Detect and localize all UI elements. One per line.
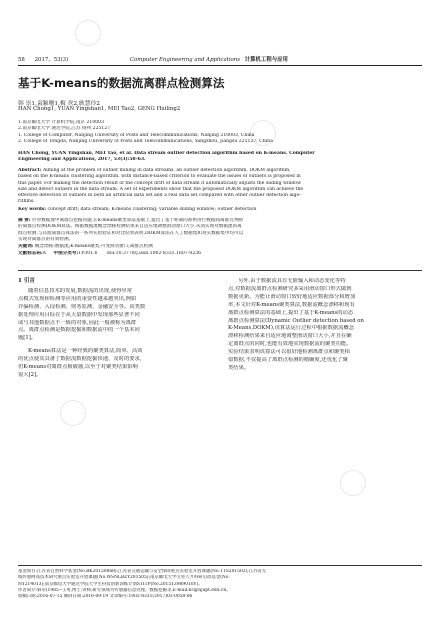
doc-code-label: 文献标志码:: [18, 251, 43, 257]
watermark-seal: [340, 470, 366, 496]
abstract-line-cn: 的离群点检测DOKM算法。根据数据流概念漂移检测结果来自适应地调整滑动窗口大小,从而实现对数据流的离: [18, 224, 242, 230]
watermark-seal: [60, 400, 86, 426]
class-code-label: 中图分类号:: [53, 251, 79, 257]
doi: doi:10.3778/j.issn.1002-8331.1607-0236: [106, 251, 202, 257]
footnote-line: 收稿日期:2016-07-15 修回日期:2016-09-19 文章编号:1002-8331(2017)03-0058-06: [18, 594, 193, 600]
body-line: 题[1]。: [18, 335, 37, 342]
body-line: 随着信息技术的发展,数据流的出现,使得异常: [28, 287, 133, 294]
doc-code-value: A: [42, 251, 46, 257]
keywords-text: concept drift; data stream; K-means clustering; variable sliding window; outlier detection: [47, 206, 257, 212]
abstract-label-cn: 摘 要:: [18, 218, 31, 223]
class-code-value: TP301.6: [78, 251, 98, 257]
intro-left-column: [18, 278, 214, 380]
body-line: 但K-means对离群点极敏感,以至于对聚类结果影响: [18, 364, 138, 371]
abstract-line: Aiming at the problem of outlier mining in data streams, an outlier detection algorithm, DOKM algorithm,: [42, 168, 291, 173]
body-line: K-Means,DOKM),该算法运行过程中根据数据流概念: [228, 325, 355, 332]
abstract-line-cn: 群点检测,与其他离群点算法的一系列实验验证和对比结果表明,DOKM算法在人工数据集和真实数据集中均可以: [18, 230, 244, 236]
section-rule: [18, 270, 422, 271]
footnotes: [18, 569, 422, 600]
affiliation-line: 1.南京邮电大学 计算机学院,南京 210003: [18, 120, 105, 125]
body-line: 点。离群点检测是数据挖掘和数据流中的一个基本问: [18, 327, 140, 334]
journal-name-cn: 计算机工程与应用: [244, 57, 288, 63]
header-rule: [18, 65, 422, 66]
citation-line: HAN Chong, YUAN Yingshan, MEI Tao, et al. Data stream outlier detection algorithm based on K-means. Computer: [18, 151, 315, 156]
body-line: 似数据,不仅提高了离群点检测的精确度,还优化了聚: [228, 357, 348, 364]
citation-line: Engineering and Applications, 2017, 53(3):58-63.: [18, 157, 146, 163]
body-line: K-means算法是一种经典的聚类算法,简单、高效: [28, 348, 143, 355]
body-line: 点,对数据流离群点检测研究多采用滑动窗口形式做到: [228, 285, 352, 292]
footnote-line: 基金项目:江苏省自然科学基金(No.BK20150868);江苏省交通运输与安全保障重点实验室开放课题(No.TTS201502);江苏省无: [18, 569, 267, 574]
journal-name-en: Computer Engineering and Applications: [129, 57, 241, 63]
abstract-line: rithms.: [18, 199, 35, 205]
keywords-label-cn: 关键词:: [18, 244, 34, 250]
abstract-line: effective detection of outliers in both an artificial data set and a real data set compared with other outlier detection algo-: [18, 193, 301, 199]
body-line: 数据更新。为能让滑动窗口较好地适应数据部分和增加: [228, 293, 356, 300]
affiliation-line: 2.南京邮电大学 通达学院,江苏 扬州 225127: [18, 126, 111, 132]
abstract-cn: [18, 218, 422, 258]
footnote-line: NY214013);南京邮电大学通达学院大学生科技创新训练计划STITP(No.201513989010Y)。: [18, 581, 203, 587]
affiliation-line: 1. College of Computer, Nanjing University of Posts and Telecommunications, Nanjing 210003, China: [18, 132, 255, 138]
authors-cn: 韩 崇1,袁颖珊1,梅 焘2,耿慧玲2: [18, 101, 100, 107]
body-line: 另外,由于数据流具有无限输入和动态变化等特: [238, 278, 346, 284]
body-line: 率,本文针对K-means聚类算法,数据流概念漂移和现有: [228, 301, 355, 308]
abstract-line-cn: 针对数据流中离群点挖掘问题,在K-means聚类算法基础上,提出了基于距离的准则进行数据间离群点判断: [31, 218, 244, 223]
body-line: 的优点使其具备了数据流数据挖掘快速、及时的要求,: [18, 356, 142, 363]
abstract-line-cn: 实现对离群点的有效检测。: [18, 236, 74, 242]
body-line: 定离群点的同时,也能有效地实现数据流的聚类功能。: [228, 341, 352, 348]
abstract-line: size and detect outliers in the data stream. A set of experiments show that the proposed DOKM algorithm can achieve the: [18, 186, 304, 192]
running-header: [18, 55, 422, 64]
body-line: 据处理应用目标在于从大量数据中发现那些显著不同: [18, 311, 140, 318]
page-number: 58: [18, 57, 25, 63]
body-line: 很大[2]。: [18, 371, 42, 378]
affiliation-line: 2. College of Tongda, Nanjing University of Posts and Telecommunications, Yangzhou, Jiangsu 225127, China: [18, 138, 273, 144]
body-line: 离群点检测算法(Dynamic Outlier detection based on: [228, 317, 364, 324]
body-line: 诈骗检测、入侵检测、财务监测、金融安全等。该类数: [18, 303, 146, 310]
body-line: 离群点检测算法的基础上,提出了基于K-means的动态: [228, 309, 354, 316]
abstract-line: this paper. For making the detection result of the concept drift of data stream it automatically adjusts the sliding window: [18, 180, 302, 186]
body-line: 点模式发现和检测等应用的重要性越来越突出,例如: [18, 295, 137, 302]
volume-info: 2017，53(3): [34, 57, 69, 63]
abstract-label: Abstract:: [18, 168, 42, 173]
body-line: 实验结果表明该算法可以很好地检测离群点和聚类相: [228, 349, 350, 356]
intro-right-column: [228, 278, 424, 373]
keywords-text-cn: 概念漂移;数据流;K-means聚类;可变滑动窗口;离群点检测: [34, 244, 153, 250]
abstract-en: [18, 168, 422, 213]
citation: [18, 151, 422, 164]
footnote-rule: [18, 565, 422, 566]
body-line: 类结果。: [228, 364, 250, 371]
authors-en: HAN Chong1, YUAN Yingshan1, MEI Tao2, GENG Huiling2: [18, 106, 181, 112]
watermark-seal: [75, 20, 101, 46]
affiliations: [18, 120, 422, 145]
intro-heading: 1 引言: [18, 278, 36, 284]
body-line: 或与其他数据点不一致的对象,因此一般被称为离群: [18, 319, 137, 326]
body-line: 漂移检测结果来自适应地调整滑动窗口大小,并且在确: [228, 333, 352, 340]
footnote-line: 作者简介:韩崇(1985—),男,博士,讲师,研究领域为传感器信息处理、数据挖掘等,E-mail:hc@njupt.edu.cn。: [18, 587, 231, 593]
footnote-line: 线传感网高技术研究重点实验室开放课题(No.WSNLBZY201505);南京邮电大学引进人才科研启动基金(No.: [18, 575, 230, 581]
abstract-line: based on the K-means clustering algorithm, with distance-based criterion to evaluate the issues of outliers is proposed in: [18, 174, 301, 180]
keywords-label: Key words:: [18, 206, 47, 212]
paper-title: 基于K-means的数据流离群点检测算法: [18, 76, 225, 90]
